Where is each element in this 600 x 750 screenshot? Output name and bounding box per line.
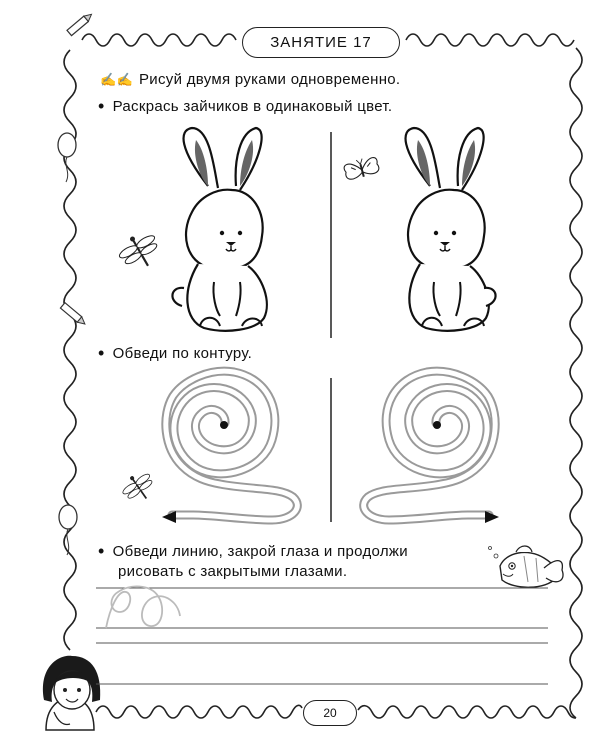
instruction-text: Рисуй двумя руками одновременно. — [138, 71, 401, 88]
instruction-text: Обведи по контуру. — [112, 345, 253, 362]
instruction-trace-eyes-closed — [98, 542, 408, 561]
bullet: • — [98, 343, 105, 363]
bullet: • — [98, 96, 105, 116]
girl-illustration — [43, 656, 100, 730]
bullet: • — [98, 541, 105, 561]
instruction-both-hands — [100, 70, 400, 89]
instruction-trace-contour — [98, 344, 252, 363]
lesson-title: ЗАНЯТИЕ 17 — [242, 27, 400, 58]
spiral-trace-right — [364, 371, 499, 523]
bunny-left — [172, 128, 266, 331]
butterfly-icon — [343, 155, 380, 181]
page-number: 20 — [303, 700, 357, 726]
instruction-text: Обведи линию, закрой глаза и продолжи — [112, 543, 408, 560]
loop-trace-sample — [106, 586, 180, 628]
wavy-border-right — [570, 48, 582, 718]
instruction-trace-eyes-closed-cont — [118, 562, 347, 581]
pencil-icon — [60, 303, 87, 327]
instruction-text: Раскрась зайчиков в одинаковый цвет. — [112, 98, 393, 115]
balloon-icon — [59, 505, 77, 555]
instruction-color-bunnies — [98, 97, 392, 116]
writing-lines — [96, 588, 548, 684]
spiral-trace-left — [162, 371, 297, 523]
pencil-icon — [67, 12, 94, 36]
instruction-text: рисовать с закрытыми глазами. — [118, 563, 348, 580]
bunny-right — [406, 128, 496, 331]
two-hands-icon: ✍✍ — [100, 72, 133, 87]
dragonfly-icon — [118, 467, 160, 507]
dragonfly-icon — [114, 227, 165, 276]
fish-icon — [489, 546, 564, 587]
